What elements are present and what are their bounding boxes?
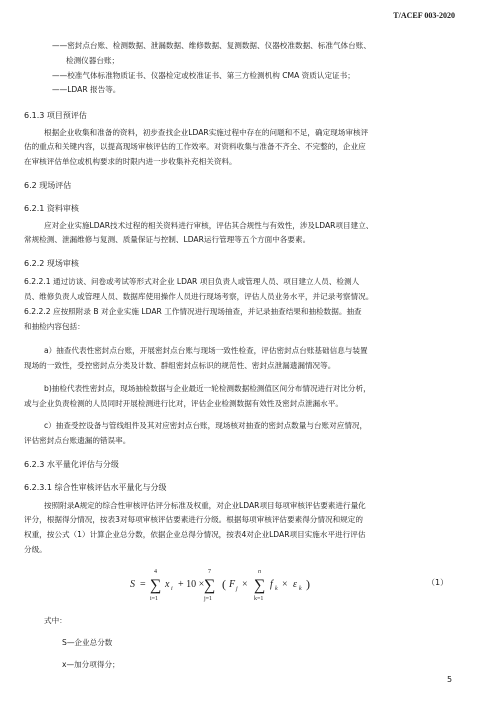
paragraph-line: 评分，根据得分情况，按表3对每项审核评估要素进行分级。根据每项审核评估要素得分情况和规定的 xyxy=(24,515,363,524)
paragraph-line: 和抽检内容包括： xyxy=(24,322,85,331)
paragraph-line: 现场的一致性，受控密封点分类及计数、群组密封点标识的规范性、密封点泄漏遗漏情况等。 xyxy=(24,361,336,370)
list-item: ——LDAR 报告等。 xyxy=(52,85,121,94)
paragraph-line: 在审核评估单位或机构要求的时限内进一步收集补充相关资料。 xyxy=(24,157,237,166)
standard-number: T/ACEF 003-2020 xyxy=(393,11,455,20)
subsection-heading-6-2-3-1: 6.2.3.1 综合性审核评估水平量化与分级 xyxy=(24,483,167,492)
where-label: 式中： xyxy=(44,616,67,625)
variable-definition: S—企业总分数 xyxy=(62,638,113,647)
sum3-lower: k=1 xyxy=(254,596,264,602)
equation-number: （1） xyxy=(427,578,449,587)
paragraph-line: 根据企业收集和准备的资料，初步查找企业LDAR实施过程中存在的问题和不足，确定现场审核评 xyxy=(44,128,369,137)
sum1-lower: i=1 xyxy=(150,596,159,602)
section-heading-6-2: 6.2 现场评估 xyxy=(24,181,72,190)
paragraph-line: 应对企业实施LDAR技术过程的相关资料进行审核，评估其合规性与有效性，涉及LDAR项目建立、 xyxy=(44,221,374,230)
term-x: x xyxy=(165,579,170,590)
paragraph-line: 常规检测、泄漏维修与复测、质量保证与控制、LDAR运行管理等五个方面中各要素。 xyxy=(24,235,311,244)
section-heading-6-2-2: 6.2.2 现场审核 xyxy=(24,259,79,268)
sum2-upper: 7 xyxy=(208,569,211,575)
list-item: ——校准气体标准物质证书、仪器检定或校准证书、第三方检测机构 CMA 资质认定证书； xyxy=(52,71,355,80)
section-heading-6-2-3: 6.2.3 水平量化评估与分级 xyxy=(24,460,119,469)
sigma-icon: ∑ xyxy=(150,577,162,594)
paragraph-line: 分级。 xyxy=(24,545,47,554)
times-sign-2: × xyxy=(282,579,288,590)
paragraph-line: 6.2.2.2 应按照附录 B 对企业实施 LDAR 工作情况进行现场抽查，并记录抽查结果和抽检数据。抽查 xyxy=(24,307,362,316)
paragraph-line: 6.2.2.1 通过访谈、问卷或考试等形式对企业 LDAR 项目负责人或管理人员、项目建立人员、检测人 xyxy=(24,277,360,286)
paragraph-line: 按照附录A规定的综合性审核评估评分标准及权重，对企业LDAR项目每项审核评估要素进行量化 xyxy=(44,501,366,510)
close-paren: ) xyxy=(306,577,310,591)
paragraph-line: 权重，按公式（1）计算企业总分数，依据企业总得分情况，按表4对企业LDAR项目实施水平进行评估 xyxy=(24,530,366,539)
sigma-icon: ∑ xyxy=(204,577,216,594)
list-item-a: a）抽查代表性密封点台账，开展密封点台账与现场一致性检查，评估密封点台账基础信息与装置 xyxy=(44,346,368,355)
list-item: ——密封点台账、检测数据、泄漏数据、维修数据、复测数据、仪器校准数据、标准气体台账、 xyxy=(52,41,371,50)
paragraph-line: 估的重点和关键内容，以提高现场审核评估的工作效率。对资料收集与准备不齐全、不完整的，企业应 xyxy=(24,142,366,151)
section-heading-6-2-1: 6.2.1 资料审核 xyxy=(24,204,79,213)
page-number: 5 xyxy=(447,675,453,684)
variable-definition: x—加分项得分； xyxy=(62,660,120,669)
list-item-c: c）抽查受控设备与管线组件及其对应密封点台账，现场核对抽查的密封点数量与台账对应情况， xyxy=(44,421,368,430)
open-paren: ( xyxy=(222,577,226,591)
term-x-sub: i xyxy=(171,586,173,592)
scoring-formula xyxy=(130,566,430,602)
sum3-upper: n xyxy=(258,569,261,575)
list-item-b: b)抽检代表性密封点，现场抽检数据与企业最近一轮检测数据检测值区间分布情况进行对比分析， xyxy=(44,384,371,393)
plus-ten: + 10 × xyxy=(178,579,205,590)
list-item-continued: 检测仪器台账； xyxy=(66,56,120,65)
section-heading-6-1-3: 6.1.3 项目预评估 xyxy=(24,111,87,120)
term-epsilon: ε xyxy=(293,579,297,590)
times-sign: × xyxy=(242,579,248,590)
term-F-sub: j xyxy=(236,586,238,592)
formula-lhs: S xyxy=(130,579,135,590)
paragraph-line: 或与企业负责检测的人员同时开展检测进行比对，评估企业检测数据有效性及密封点泄漏水平。 xyxy=(24,399,343,408)
sum2-lower: j=1 xyxy=(204,596,213,602)
term-F: F xyxy=(229,579,236,590)
sigma-icon: ∑ xyxy=(254,577,266,594)
paragraph-line: 员、维修负责人或管理人员、数据库使用操作人员进行现场考察，评估人员业务水平，并记录考察情况。 xyxy=(24,292,374,301)
paragraph-line: 评估密封点台账遗漏的错误率。 xyxy=(24,436,131,445)
term-f: f xyxy=(270,579,273,590)
term-f-sub: k xyxy=(275,586,278,592)
sum1-upper: 4 xyxy=(154,569,157,575)
term-epsilon-sub: k xyxy=(299,586,302,592)
formula-equals: = xyxy=(140,579,146,590)
